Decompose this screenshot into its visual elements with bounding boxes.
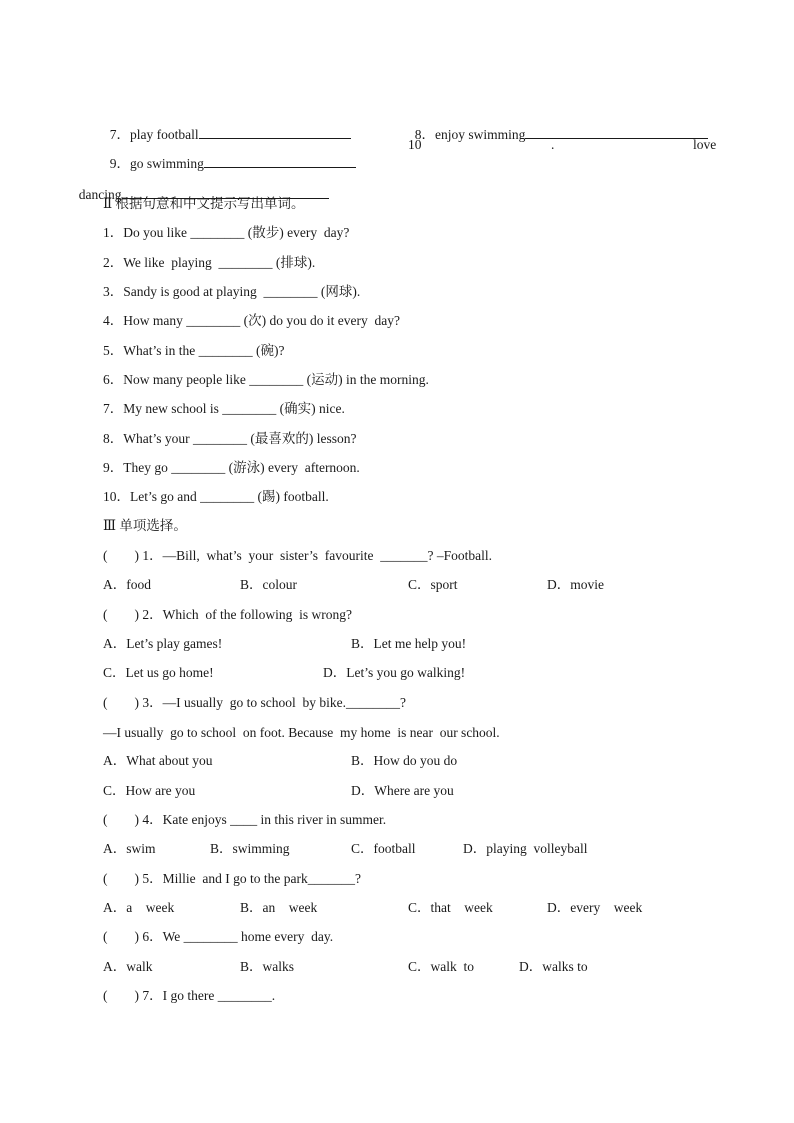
- answer-blank[interactable]: [204, 154, 356, 168]
- question-2-stem: ( ) 2．Which of the following is wrong?: [103, 607, 352, 622]
- option-a[interactable]: A．What about you: [103, 753, 213, 768]
- phrase-item-10-number: 10: [408, 137, 422, 152]
- section-2-item: 10．Let’s go and ________ (踢) football.: [103, 489, 329, 504]
- option-c[interactable]: C．that week: [408, 900, 493, 915]
- option-c[interactable]: C．Let us go home!: [103, 665, 214, 680]
- option-b[interactable]: B．swimming: [210, 841, 290, 856]
- option-a[interactable]: A．food: [103, 577, 151, 592]
- option-b[interactable]: B．colour: [240, 577, 297, 592]
- option-c[interactable]: C．How are you: [103, 783, 196, 798]
- section-2-item: 7．My new school is ________ (确实) nice.: [103, 401, 345, 416]
- option-b[interactable]: B．walks: [240, 959, 294, 974]
- option-d[interactable]: D．Where are you: [351, 783, 454, 798]
- option-b[interactable]: B．Let me help you!: [351, 636, 467, 651]
- section-2-item: 2．We like playing ________ (排球).: [103, 255, 316, 270]
- option-d[interactable]: D．every week: [547, 900, 643, 915]
- phrase-label: 9．go swimming: [109, 156, 204, 171]
- question-5-stem: ( ) 5．Millie and I go to the park_______?: [103, 871, 361, 886]
- phrase-label: 8．enjoy swimming: [414, 127, 526, 142]
- option-c[interactable]: C．football: [351, 841, 416, 856]
- question-3-dialogue: —I usually go to school on foot. Because my home is near our school.: [103, 725, 500, 740]
- section-3-heading: Ⅲ 单项选择。: [103, 518, 187, 533]
- option-a[interactable]: A．Let’s play games!: [103, 636, 223, 651]
- section-2-item: 8．What’s your ________ (最喜欢的) lesson?: [103, 431, 357, 446]
- question-1-stem: ( ) 1．—Bill, what’s your sister’s favourite _______? –Football.: [103, 548, 492, 563]
- phrase-label: dancing: [78, 187, 122, 202]
- option-c[interactable]: C．sport: [408, 577, 458, 592]
- section-2-item: 3．Sandy is good at playing ________ (网球).: [103, 284, 361, 299]
- option-d[interactable]: D．walks to: [519, 959, 588, 974]
- question-3-stem: ( ) 3．—I usually go to school by bike.________?: [103, 695, 406, 710]
- phrase-item-10-dot: .: [551, 137, 555, 152]
- section-2-item: 4．How many ________ (次) do you do it every day?: [103, 313, 400, 328]
- phrase-label: 7．play football: [109, 127, 199, 142]
- question-7-stem: ( ) 7．I go there ________.: [103, 988, 276, 1003]
- section-2-item: 6．Now many people like ________ (运动) in the morning.: [103, 372, 429, 387]
- question-4-stem: ( ) 4．Kate enjoys ____ in this river in summer.: [103, 812, 387, 827]
- phrase-item-10-love: love: [693, 137, 717, 152]
- option-d[interactable]: D．Let’s you go walking!: [323, 665, 466, 680]
- option-d[interactable]: D．movie: [547, 577, 604, 592]
- option-a[interactable]: A．a week: [103, 900, 175, 915]
- section-2-item: 1．Do you like ________ (散步) every day?: [103, 225, 350, 240]
- option-c[interactable]: C．walk to: [408, 959, 474, 974]
- section-2-heading: Ⅱ 根据句意和中文提示写出单词。: [103, 196, 305, 211]
- option-d[interactable]: D．playing volleyball: [463, 841, 588, 856]
- section-2-item: 9．They go ________ (游泳) every afternoon.: [103, 460, 360, 475]
- phrase-item-8: [408, 107, 708, 144]
- option-b[interactable]: B．How do you do: [351, 753, 458, 768]
- option-a[interactable]: A．walk: [103, 959, 153, 974]
- section-2-item: 5．What’s in the ________ (碗)?: [103, 343, 285, 358]
- question-6-stem: ( ) 6．We ________ home every day.: [103, 929, 334, 944]
- option-b[interactable]: B．an week: [240, 900, 318, 915]
- option-a[interactable]: A．swim: [103, 841, 156, 856]
